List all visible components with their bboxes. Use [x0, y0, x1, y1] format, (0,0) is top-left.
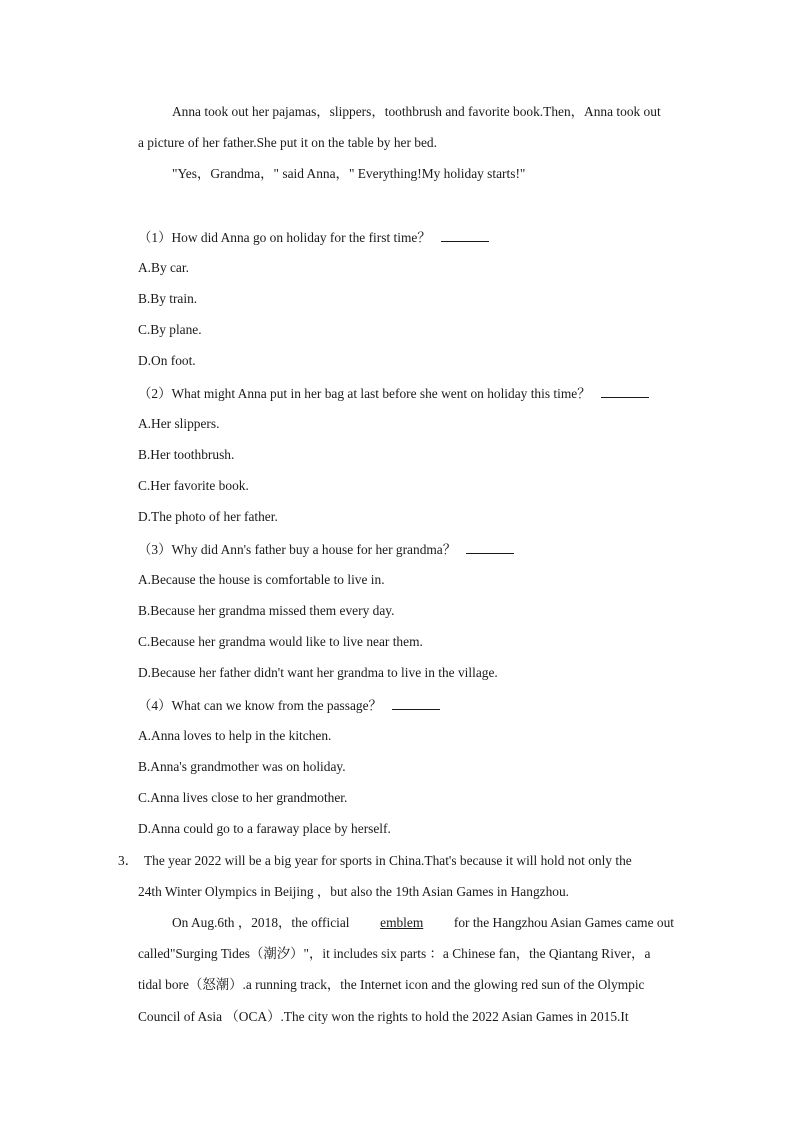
question-text: Why did Ann's father buy a house for her grandma？: [171, 542, 457, 557]
option-item: D.Anna could go to a faraway place by herself.: [138, 821, 391, 836]
option-item: B.By train.: [138, 291, 198, 306]
passage-line: "Yes，Grandma，" said Anna，" Everything!My holiday starts!": [172, 166, 526, 181]
question-number: （4）: [138, 698, 172, 713]
answer-blank: [601, 384, 649, 398]
option-item: B.Anna's grandmother was on holiday.: [138, 759, 346, 774]
question-2: [138, 384, 649, 403]
answer-blank: [392, 696, 440, 710]
question-number: （1）: [138, 230, 172, 245]
question-text: How did Anna go on holiday for the first time？: [171, 230, 431, 245]
option-item: A.Anna loves to help in the kitchen.: [138, 728, 332, 743]
section3-line: 24th Winter Olympics in Beijing ，but also the 19th Asian Games in Hangzhou.: [138, 884, 570, 899]
option-item: C.Her favorite book.: [138, 478, 249, 493]
question-text: What can we know from the passage？: [171, 698, 382, 713]
question-1: [138, 228, 489, 247]
passage-line: Anna took out her pajamas，slippers，toothbrush and favorite book.Then，Anna took out: [172, 104, 661, 119]
option-item: D.Because her father didn't want her grandma to live in the village.: [138, 665, 498, 680]
section3-line: Council of Asia （OCA）.The city won the rights to hold the 2022 Asian Games in 2015.It: [138, 1009, 629, 1024]
option-item: D.On foot.: [138, 353, 196, 368]
question-3: [138, 540, 514, 559]
option-item: B.Her toothbrush.: [138, 447, 235, 462]
question-text: What might Anna put in her bag at last before she went on holiday this time？: [171, 386, 591, 401]
answer-blank: [441, 228, 489, 242]
text-segment: On Aug.6th ，2018，the official: [172, 915, 350, 930]
text-segment: for the Hangzhou Asian Games came out: [453, 915, 674, 930]
option-item: A.Her slippers.: [138, 416, 220, 431]
option-item: A.Because the house is comfortable to live in.: [138, 572, 385, 587]
section3-line: The year 2022 will be a big year for sports in China.That's because it will hold not only the: [144, 853, 632, 868]
question-number: （3）: [138, 542, 172, 557]
option-item: B.Because her grandma missed them every day.: [138, 603, 395, 618]
option-item: C.By plane.: [138, 322, 202, 337]
answer-blank: [466, 540, 514, 554]
option-item: C.Anna lives close to her grandmother.: [138, 790, 348, 805]
section-number: 3．: [118, 853, 139, 868]
underlined-word: emblem: [380, 915, 424, 930]
option-item: D.The photo of her father.: [138, 509, 278, 524]
question-number: （2）: [138, 386, 172, 401]
passage-line: a picture of her father.She put it on the table by her bed.: [138, 135, 437, 150]
question-4: [138, 696, 440, 715]
section3-line: tidal bore（怒潮）.a running track，the Internet icon and the glowing red sun of the Olympic: [138, 977, 645, 992]
option-item: C.Because her grandma would like to live near them.: [138, 634, 423, 649]
option-item: A.By car.: [138, 260, 189, 275]
section3-line: [172, 914, 674, 932]
section3-line: called"Surging Tides（潮汐）"，it includes six parts ：a Chinese fan，the Qiantang River，a: [138, 946, 651, 961]
